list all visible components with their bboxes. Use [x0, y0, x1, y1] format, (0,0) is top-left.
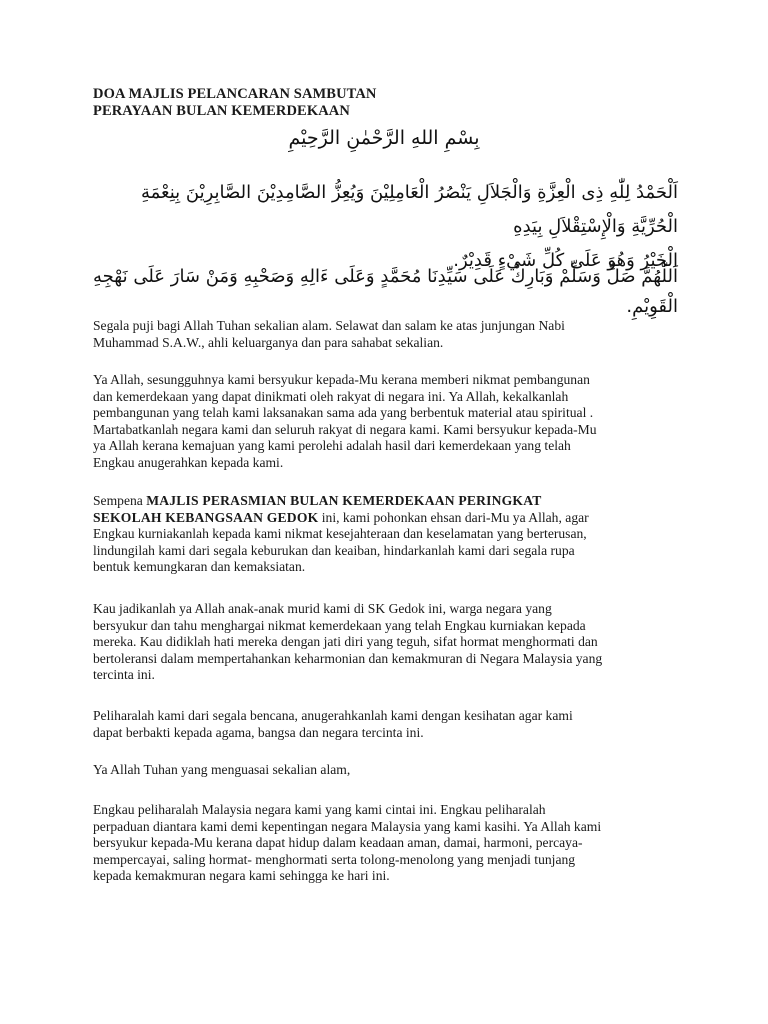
tail-text: ini, kami pohonkan ehsan dari-Mu ya Allah, agar	[318, 509, 589, 525]
paragraph-line: Kau jadikanlah ya Allah anak-anak murid kami di SK Gedok ini, warga negara yang	[93, 601, 552, 616]
lead-text: Sempena	[93, 493, 147, 508]
paragraph-line: Engkau anugerahkan kepada kami.	[93, 454, 284, 470]
paragraph-line: Segala puji bagi Allah Tuhan sekalian alam. Selawat dan salam ke atas junjungan Nabi	[93, 318, 565, 333]
paragraph-line: dapat berbakti kepada agama, bangsa dan negara tercinta ini.	[93, 724, 424, 740]
paragraph-3	[93, 493, 693, 576]
document-title	[93, 86, 653, 120]
paragraph-line: bertoleransi dalam mempertahankan keharmonian dan kemakmuran di Negara Malaysia yang	[93, 650, 603, 666]
paragraph-line	[93, 493, 693, 510]
paragraph-line: Martabatkanlah negara kami dan seluruh rakyat di negara kami. Kami bersyukur kepada-Mu	[93, 421, 597, 437]
paragraph-line: Engkau kurniakanlah kepada kami nikmat kesejahteraan dan keselamatan yang berterusan,	[93, 526, 587, 542]
paragraph-line: pembangunan yang telah kami laksanakan sama ada yang berbentuk material atau spiritual .	[93, 405, 594, 421]
paragraph-line: bentuk kemungkaran dan kemaksiatan.	[93, 559, 306, 575]
arabic-salawat: اَللّٰهُمَّ صَلِّ وَسَلِّمْ وَبَارِكْ عَلَى سَيِّدِنَا مُحَمَّدٍ وَعَلَى ءَالِهِ وَصَحْبِهِ وَمَنْ سَارَ عَلَى نَهْجِهِ الْقَوِيْمِ.	[93, 266, 678, 317]
title-line-2: PERAYAAN BULAN KEMERDEKAAN	[93, 103, 350, 119]
paragraph-line	[93, 510, 693, 527]
paragraph-7	[93, 802, 693, 885]
arabic-basmala: بِسْمِ اللهِ الرَّحْمٰنِ الرَّحِيْمِ	[288, 127, 480, 149]
paragraph-5	[93, 708, 693, 741]
paragraph-line: Peliharalah kami dari segala bencana, anugerahkanlah kami dengan kesihatan agar kami	[93, 708, 573, 723]
paragraph-line: Engkau peliharalah Malaysia negara kami yang kami cintai ini. Engkau peliharalah	[93, 802, 546, 817]
paragraph-line: bersyukur kepada-Mu kerana dapat hidup dalam keadaan aman, damai, harmoni, percaya-	[93, 835, 583, 851]
paragraph-line: kepada kemakmuran negara kami sehingga ke hari ini.	[93, 868, 390, 884]
paragraph-4	[93, 601, 693, 684]
paragraph-line: tercinta ini.	[93, 667, 155, 683]
paragraph-line: ya Allah kerana kemajuan yang kami perolehi adalah hasil dari kemerdekaan yang telah	[93, 438, 571, 454]
paragraph-line: bersyukur dan tahu menghargai nikmat kemerdekaan yang telah Engkau kurniakan kepada	[93, 617, 586, 633]
paragraph-2	[93, 372, 693, 472]
bold-event-name: MAJLIS PERASMIAN BULAN KEMERDEKAAN PERINGKAT	[146, 493, 542, 508]
arabic-line-1: اَلْحَمْدُ لِلّٰهِ ذِى الْعِزَّةِ وَالْجَلاَلِ يَنْصُرُ الْعَامِلِيْنَ وَيُعِزُّ الصَّامِدِيْنَ الصَّابِرِيْنَ بِنِعْمَةِ الْحُرِّيَّةِ وَالْإِسْتِقْلاَلِ بِيَدِهِ	[140, 182, 678, 237]
paragraph-line: dan kemerdekaan yang dapat dinikmati oleh rakyat di negara ini. Ya Allah, kekalkanlah	[93, 388, 569, 404]
paragraph-line: lindungilah kami dari segala keburukan dan keaiban, hindarkanlah kami dari segala rupa	[93, 542, 575, 558]
paragraph-line: Muhammad S.A.W., ahli keluarganya dan para sahabat sekalian.	[93, 334, 444, 350]
arabic-line-2: الْخَيْرُ وَهُوَ عَلَى كُلِّ شَيْءٍ قَدِيْرٌ.	[453, 250, 678, 271]
bold-school-name: SEKOLAH KEBANGSAAN GEDOK	[93, 509, 319, 525]
paragraph-line: Ya Allah Tuhan yang menguasai sekalian alam,	[93, 762, 351, 777]
paragraph-line: mempercayai, saling hormat- menghormati serta tolong-menolong yang menjadi tunjang	[93, 851, 576, 867]
title-line-1: DOA MAJLIS PELANCARAN SAMBUTAN	[93, 86, 377, 102]
paragraph-line: perpaduan diantara kami demi kepentingan negara Malaysia yang kami kasihi. Ya Allah kami	[93, 818, 602, 834]
paragraph-line: mereka. Kau didiklah hati mereka dengan jati diri yang teguh, sifat hormat menghormati dan	[93, 634, 598, 650]
paragraph-6	[93, 762, 693, 779]
paragraph-1	[93, 318, 693, 351]
paragraph-line: Ya Allah, sesungguhnya kami bersyukur kepada-Mu kerana memberi nikmat pembangunan	[93, 372, 590, 387]
